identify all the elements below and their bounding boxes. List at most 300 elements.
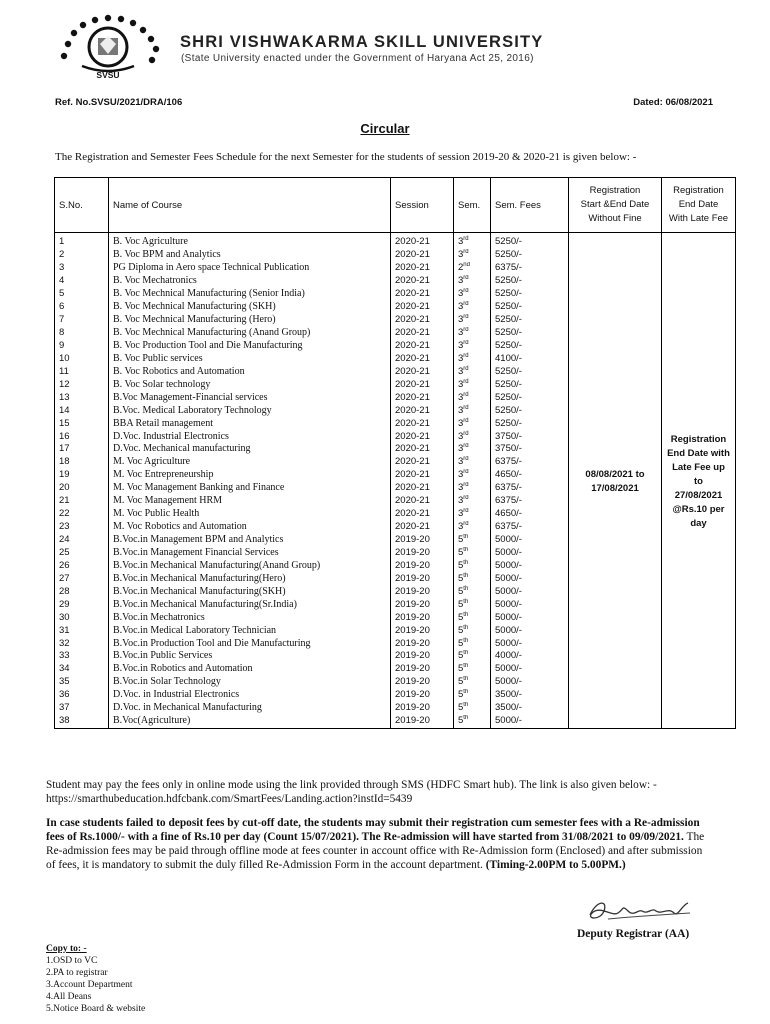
cell-session: 2019-20 <box>391 663 454 676</box>
table-row <box>55 233 736 249</box>
cell-session: 2019-20 <box>391 598 454 611</box>
cell-session: 2019-20 <box>391 715 454 728</box>
sem-suffix: th <box>463 650 469 657</box>
sem-number: 3 <box>458 352 464 364</box>
reg-end-line: With Late Fee <box>668 213 729 224</box>
cell-course: B.Voc.in Mechanical Manufacturing(Hero) <box>109 572 391 585</box>
cell-fees: 3750/- <box>491 443 569 456</box>
sem-number: 5 <box>458 676 464 688</box>
cell-fees: 6375/- <box>491 521 569 534</box>
sem-number: 3 <box>458 314 464 326</box>
cell-sno: 32 <box>55 637 109 650</box>
cell-fees: 5000/- <box>491 663 569 676</box>
sem-number: 3 <box>458 469 464 481</box>
cell-course: D.Voc. Industrial Electronics <box>109 430 391 443</box>
sem-number: 5 <box>458 702 464 714</box>
sem-number: 3 <box>458 339 464 351</box>
cell-sem <box>454 378 491 391</box>
cell-fees: 5250/- <box>491 314 569 327</box>
cell-sno: 8 <box>55 327 109 340</box>
sem-suffix: th <box>463 715 469 722</box>
late-fee-cell <box>662 233 736 729</box>
cell-sem <box>454 482 491 495</box>
reg-start-line: Start &End Date <box>580 199 650 210</box>
sem-suffix: th <box>463 702 469 709</box>
cell-course: B.Voc.in Management Financial Services <box>109 547 391 560</box>
sem-number: 3 <box>458 521 464 533</box>
cell-course: M. Voc Management HRM <box>109 495 391 508</box>
col-header-sno: S.No. <box>55 178 109 233</box>
cell-fees: 5000/- <box>491 559 569 572</box>
cell-session: 2020-21 <box>391 233 454 249</box>
sem-suffix: rd <box>463 391 469 398</box>
late-fee-line: day <box>690 517 707 529</box>
sem-number: 3 <box>458 443 464 455</box>
copy-to-item: 4.All Deans <box>46 992 92 1002</box>
cell-sno: 38 <box>55 715 109 728</box>
cell-session: 2020-21 <box>391 262 454 275</box>
cell-fees: 5250/- <box>491 288 569 301</box>
cell-sem <box>454 611 491 624</box>
fee-schedule-table <box>54 177 736 729</box>
cell-course: B. Voc Mechnical Manufacturing (Hero) <box>109 314 391 327</box>
cell-sno: 25 <box>55 547 109 560</box>
cell-course: B.Voc.in Mechanical Manufacturing(Sr.India) <box>109 598 391 611</box>
cell-sem <box>454 547 491 560</box>
cell-sno: 5 <box>55 288 109 301</box>
cell-sem <box>454 598 491 611</box>
cell-session: 2020-21 <box>391 417 454 430</box>
sem-suffix: th <box>463 598 469 605</box>
reg-start-line: Registration <box>589 185 641 196</box>
cell-course: D.Voc. in Mechanical Manufacturing <box>109 702 391 715</box>
cell-session: 2019-20 <box>391 676 454 689</box>
cell-course: B. Voc Mechatronics <box>109 275 391 288</box>
cell-sno: 34 <box>55 663 109 676</box>
circular-title <box>0 121 770 136</box>
cell-sno: 28 <box>55 585 109 598</box>
cell-fees: 5250/- <box>491 301 569 314</box>
reg-start-line: Without Fine <box>588 213 642 224</box>
sem-suffix: rd <box>463 404 469 411</box>
sem-number: 5 <box>458 650 464 662</box>
sem-number: 3 <box>458 391 464 403</box>
cell-sem <box>454 650 491 663</box>
cell-session: 2020-21 <box>391 314 454 327</box>
sem-number: 5 <box>458 689 464 701</box>
cell-sno: 23 <box>55 521 109 534</box>
cell-fees: 4000/- <box>491 650 569 663</box>
cell-sno: 35 <box>55 676 109 689</box>
cell-course: M. Voc Agriculture <box>109 456 391 469</box>
cell-course: B.Voc.in Mechanical Manufacturing(SKH) <box>109 585 391 598</box>
cell-session: 2020-21 <box>391 352 454 365</box>
cell-fees: 5250/- <box>491 391 569 404</box>
cell-course: M. Voc Robotics and Automation <box>109 521 391 534</box>
cell-course: B.Voc.in Management BPM and Analytics <box>109 534 391 547</box>
sem-number: 3 <box>458 301 464 313</box>
sem-number: 5 <box>458 611 464 623</box>
col-header-reg-end <box>662 178 736 233</box>
cell-fees: 5000/- <box>491 547 569 560</box>
sem-suffix: rd <box>463 508 469 515</box>
registration-window-cell <box>569 233 662 729</box>
reference-number: Ref. No.SVSU/2021/DRA/106 <box>55 97 183 108</box>
cell-session: 2020-21 <box>391 391 454 404</box>
cell-course: D.Voc. Mechanical manufacturing <box>109 443 391 456</box>
cell-course: B. Voc BPM and Analytics <box>109 249 391 262</box>
sem-suffix: th <box>463 546 469 553</box>
cell-session: 2020-21 <box>391 340 454 353</box>
cell-fees: 5250/- <box>491 233 569 249</box>
cell-sem <box>454 233 491 249</box>
sem-number: 3 <box>458 275 464 287</box>
sem-suffix: th <box>463 637 469 644</box>
cell-session: 2020-21 <box>391 521 454 534</box>
sem-number: 3 <box>458 417 464 429</box>
cell-sno: 33 <box>55 650 109 663</box>
sem-suffix: rd <box>463 417 469 424</box>
sem-number: 5 <box>458 624 464 636</box>
cell-course: M. Voc Entrepreneurship <box>109 469 391 482</box>
sem-number: 3 <box>458 482 464 494</box>
cell-course: B.Voc.in Solar Technology <box>109 676 391 689</box>
cell-sem <box>454 456 491 469</box>
cell-sem <box>454 404 491 417</box>
cell-sem <box>454 352 491 365</box>
cell-session: 2020-21 <box>391 327 454 340</box>
sem-number: 3 <box>458 365 464 377</box>
cell-fees: 5250/- <box>491 249 569 262</box>
cell-sno: 36 <box>55 689 109 702</box>
cell-session: 2020-21 <box>391 508 454 521</box>
cell-sno: 2 <box>55 249 109 262</box>
cell-course: B. Voc Production Tool and Die Manufacturing <box>109 340 391 353</box>
cell-sem <box>454 417 491 430</box>
sem-suffix: rd <box>463 365 469 372</box>
sem-suffix: rd <box>463 443 469 450</box>
cell-sem <box>454 391 491 404</box>
sem-suffix: rd <box>463 378 469 385</box>
cell-sno: 30 <box>55 611 109 624</box>
cell-course: B. Voc Solar technology <box>109 378 391 391</box>
cell-session: 2019-20 <box>391 624 454 637</box>
cell-sno: 15 <box>55 417 109 430</box>
cell-sem <box>454 534 491 547</box>
sem-number: 3 <box>458 288 464 300</box>
cell-session: 2020-21 <box>391 482 454 495</box>
sem-suffix: th <box>463 624 469 631</box>
cell-fees: 3500/- <box>491 702 569 715</box>
sem-suffix: rd <box>463 469 469 476</box>
cell-fees: 5000/- <box>491 715 569 728</box>
cell-sno: 14 <box>55 404 109 417</box>
cell-sno: 20 <box>55 482 109 495</box>
cell-sno: 26 <box>55 559 109 572</box>
copy-to-item: 2.PA to registrar <box>46 968 108 978</box>
sem-suffix: th <box>463 676 469 683</box>
copy-to-heading: Copy to: - <box>46 944 87 954</box>
sem-suffix: rd <box>463 495 469 502</box>
cell-fees: 5250/- <box>491 365 569 378</box>
sem-suffix: rd <box>463 339 469 346</box>
cell-sno: 27 <box>55 572 109 585</box>
late-fee-line: Registration <box>670 433 727 445</box>
cell-fees: 5250/- <box>491 378 569 391</box>
cell-sno: 37 <box>55 702 109 715</box>
cell-sem <box>454 469 491 482</box>
cell-sno: 13 <box>55 391 109 404</box>
cell-session: 2019-20 <box>391 534 454 547</box>
cell-sno: 1 <box>55 233 109 249</box>
cell-course: M. Voc Management Banking and Finance <box>109 482 391 495</box>
cell-fees: 5000/- <box>491 585 569 598</box>
cell-fees: 5000/- <box>491 624 569 637</box>
reg-end-line: Registration <box>673 185 724 196</box>
cell-sem <box>454 365 491 378</box>
cell-sno: 24 <box>55 534 109 547</box>
cell-sno: 10 <box>55 352 109 365</box>
cell-fees: 5250/- <box>491 340 569 353</box>
readmission-paragraph <box>46 816 710 872</box>
cell-sem <box>454 663 491 676</box>
cell-session: 2019-20 <box>391 611 454 624</box>
sem-suffix: th <box>463 585 469 592</box>
cell-fees: 5250/- <box>491 327 569 340</box>
sem-number: 3 <box>458 508 464 520</box>
sem-suffix: rd <box>463 249 469 256</box>
cell-sem <box>454 624 491 637</box>
cell-fees: 4650/- <box>491 508 569 521</box>
university-subtitle: (State University enacted under the Government of Haryana Act 25, 2016) <box>181 53 534 64</box>
cell-sem <box>454 521 491 534</box>
cell-session: 2019-20 <box>391 547 454 560</box>
cell-session: 2019-20 <box>391 689 454 702</box>
logo-text: SVSU <box>96 70 120 80</box>
cell-course: B. Voc Public services <box>109 352 391 365</box>
cell-sem <box>454 327 491 340</box>
sem-number: 3 <box>458 249 464 261</box>
sem-number: 5 <box>458 663 464 675</box>
cell-sem <box>454 301 491 314</box>
cell-session: 2019-20 <box>391 572 454 585</box>
cell-course: B.Voc.in Production Tool and Die Manufacturing <box>109 637 391 650</box>
sem-suffix: rd <box>463 314 469 321</box>
cell-fees: 4650/- <box>491 469 569 482</box>
cell-fees: 5000/- <box>491 534 569 547</box>
cell-sem <box>454 585 491 598</box>
late-fee-line: End Date with <box>667 447 730 459</box>
registration-window-line: 17/08/2021 <box>591 482 639 494</box>
cell-sem <box>454 340 491 353</box>
cell-course: B. Voc Mechnical Manufacturing (Senior India) <box>109 288 391 301</box>
cell-course: B.Voc.in Mechanical Manufacturing(Anand Group) <box>109 559 391 572</box>
cell-session: 2020-21 <box>391 456 454 469</box>
cell-session: 2019-20 <box>391 559 454 572</box>
cell-sno: 22 <box>55 508 109 521</box>
sem-number: 5 <box>458 715 464 727</box>
cell-course: B.Voc.in Mechatronics <box>109 611 391 624</box>
cell-sem <box>454 443 491 456</box>
cell-course: B. Voc Mechnical Manufacturing (SKH) <box>109 301 391 314</box>
cell-sno: 17 <box>55 443 109 456</box>
cell-session: 2019-20 <box>391 585 454 598</box>
cell-sem <box>454 249 491 262</box>
col-header-sem: Sem. <box>454 178 491 233</box>
sem-number: 5 <box>458 546 464 558</box>
cell-course: B.Voc Management-Financial services <box>109 391 391 404</box>
sem-number: 3 <box>458 430 464 442</box>
sem-suffix: rd <box>463 327 469 334</box>
cell-session: 2020-21 <box>391 443 454 456</box>
sem-number: 2 <box>458 262 464 274</box>
cell-sem <box>454 275 491 288</box>
sem-number: 3 <box>458 327 464 339</box>
sem-number: 3 <box>458 236 464 248</box>
sem-suffix: nd <box>463 262 470 269</box>
cell-fees: 6375/- <box>491 262 569 275</box>
date: Dated: 06/08/2021 <box>633 97 713 108</box>
cell-session: 2020-21 <box>391 469 454 482</box>
university-name: SHRI VISHWAKARMA SKILL UNIVERSITY <box>180 33 544 51</box>
cell-fees: 4100/- <box>491 352 569 365</box>
cell-sno: 6 <box>55 301 109 314</box>
cell-fees: 3750/- <box>491 430 569 443</box>
sem-number: 5 <box>458 585 464 597</box>
cell-fees: 5250/- <box>491 417 569 430</box>
cell-sno: 21 <box>55 495 109 508</box>
cell-session: 2019-20 <box>391 702 454 715</box>
cell-sno: 19 <box>55 469 109 482</box>
cell-course: B.Voc.in Public Services <box>109 650 391 663</box>
col-header-fees: Sem. Fees <box>491 178 569 233</box>
late-fee-line: Late Fee up <box>672 461 725 473</box>
cell-sno: 7 <box>55 314 109 327</box>
sem-suffix: th <box>463 663 469 670</box>
sem-number: 3 <box>458 495 464 507</box>
cell-course: B. Voc Mechnical Manufacturing (Anand Group) <box>109 327 391 340</box>
cell-session: 2020-21 <box>391 365 454 378</box>
readmission-bold-text: In case students failed to deposit fees by cut-off date, the students may submit their registration cum semester fees with a Re-admission fees of Rs.1000/- with a fine of Rs.10 per day (Count 15/07/2021). The Re-admission will have started from 31/08/2021 to 09/09/2021. <box>46 817 700 843</box>
cell-sno: 16 <box>55 430 109 443</box>
cell-sno: 18 <box>55 456 109 469</box>
cell-course: B. Voc Robotics and Automation <box>109 365 391 378</box>
cell-session: 2019-20 <box>391 650 454 663</box>
cell-fees: 5250/- <box>491 275 569 288</box>
sem-number: 3 <box>458 456 464 468</box>
cell-sno: 11 <box>55 365 109 378</box>
sem-suffix: rd <box>463 288 469 295</box>
cell-fees: 6375/- <box>491 482 569 495</box>
col-header-course: Name of Course <box>109 178 391 233</box>
registration-window-line: 08/08/2021 to <box>585 468 645 480</box>
university-logo <box>60 14 166 80</box>
cell-fees: 3500/- <box>491 689 569 702</box>
sem-number: 5 <box>458 534 464 546</box>
cell-session: 2020-21 <box>391 301 454 314</box>
readmission-text: The Re-admission fees may be paid through offline mode at fees counter in account office with Re-Admission form (Enclosed) and after submission of fees, it is mandatory to submit the duly filled Re-Admission Form in the account department. <box>46 831 705 871</box>
cell-course: PG Diploma in Aero space Technical Publication <box>109 262 391 275</box>
cell-session: 2020-21 <box>391 404 454 417</box>
sem-suffix: th <box>463 611 469 618</box>
cell-fees: 5250/- <box>491 404 569 417</box>
cell-sno: 29 <box>55 598 109 611</box>
cell-fees: 6375/- <box>491 456 569 469</box>
cell-course: B.Voc.in Robotics and Automation <box>109 663 391 676</box>
cell-fees: 6375/- <box>491 495 569 508</box>
sem-number: 5 <box>458 559 464 571</box>
cell-session: 2020-21 <box>391 430 454 443</box>
cell-sem <box>454 715 491 728</box>
sem-number: 5 <box>458 572 464 584</box>
cell-sem <box>454 637 491 650</box>
cell-session: 2020-21 <box>391 275 454 288</box>
copy-to-item: 5.Notice Board & website <box>46 1004 146 1014</box>
cell-course: BBA Retail management <box>109 417 391 430</box>
signature <box>578 893 708 927</box>
cell-session: 2020-21 <box>391 288 454 301</box>
cell-sno: 9 <box>55 340 109 353</box>
sem-number: 5 <box>458 598 464 610</box>
sem-number: 3 <box>458 378 464 390</box>
cell-fees: 5000/- <box>491 676 569 689</box>
cell-sem <box>454 702 491 715</box>
cell-sno: 3 <box>55 262 109 275</box>
copy-to-item: 3.Account Department <box>46 980 133 990</box>
sem-suffix: th <box>463 534 469 541</box>
late-fee-line: @Rs.10 per <box>672 503 725 515</box>
cell-course: B. Voc Agriculture <box>109 233 391 249</box>
cell-sem <box>454 430 491 443</box>
signatory-title: Deputy Registrar (AA) <box>577 928 690 940</box>
sem-number: 3 <box>458 404 464 416</box>
copy-to-list <box>46 943 145 1015</box>
sem-suffix: rd <box>463 430 469 437</box>
sem-suffix: rd <box>463 521 469 528</box>
sem-suffix: rd <box>463 236 469 243</box>
sem-suffix: rd <box>463 301 469 308</box>
cell-sem <box>454 314 491 327</box>
cell-sem <box>454 572 491 585</box>
cell-sem <box>454 676 491 689</box>
cell-fees: 5000/- <box>491 598 569 611</box>
sem-suffix: rd <box>463 482 469 489</box>
cell-fees: 5000/- <box>491 572 569 585</box>
cell-course: D.Voc. in Industrial Electronics <box>109 689 391 702</box>
payment-mode-paragraph: Student may pay the fees only in online mode using the link provided through SMS (HDFC Smart hub). The link is also given below: - https://smarthubeducation.hdfcbank.com/SmartFees/Landing.action?instId=5439 <box>46 779 657 805</box>
cell-sem <box>454 559 491 572</box>
cell-course: M. Voc Public Health <box>109 508 391 521</box>
col-header-reg-start <box>569 178 662 233</box>
cell-sno: 31 <box>55 624 109 637</box>
table-header-row <box>55 178 736 233</box>
cell-sem <box>454 508 491 521</box>
cell-sno: 4 <box>55 275 109 288</box>
cell-session: 2020-21 <box>391 495 454 508</box>
cell-fees: 5000/- <box>491 637 569 650</box>
sem-number: 5 <box>458 637 464 649</box>
late-fee-line: to <box>694 475 703 487</box>
cell-session: 2020-21 <box>391 378 454 391</box>
cell-fees: 5000/- <box>491 611 569 624</box>
sem-suffix: th <box>463 559 469 566</box>
intro-paragraph: The Registration and Semester Fees Schedule for the next Semester for the students of session 2019-20 & 2020-21 is given below: - <box>55 151 637 163</box>
sem-suffix: rd <box>463 456 469 463</box>
col-header-session: Session <box>391 178 454 233</box>
cell-course: B.Voc.in Medical Laboratory Technician <box>109 624 391 637</box>
sem-suffix: rd <box>463 352 469 359</box>
copy-to-item: 1.OSD to VC <box>46 956 98 966</box>
